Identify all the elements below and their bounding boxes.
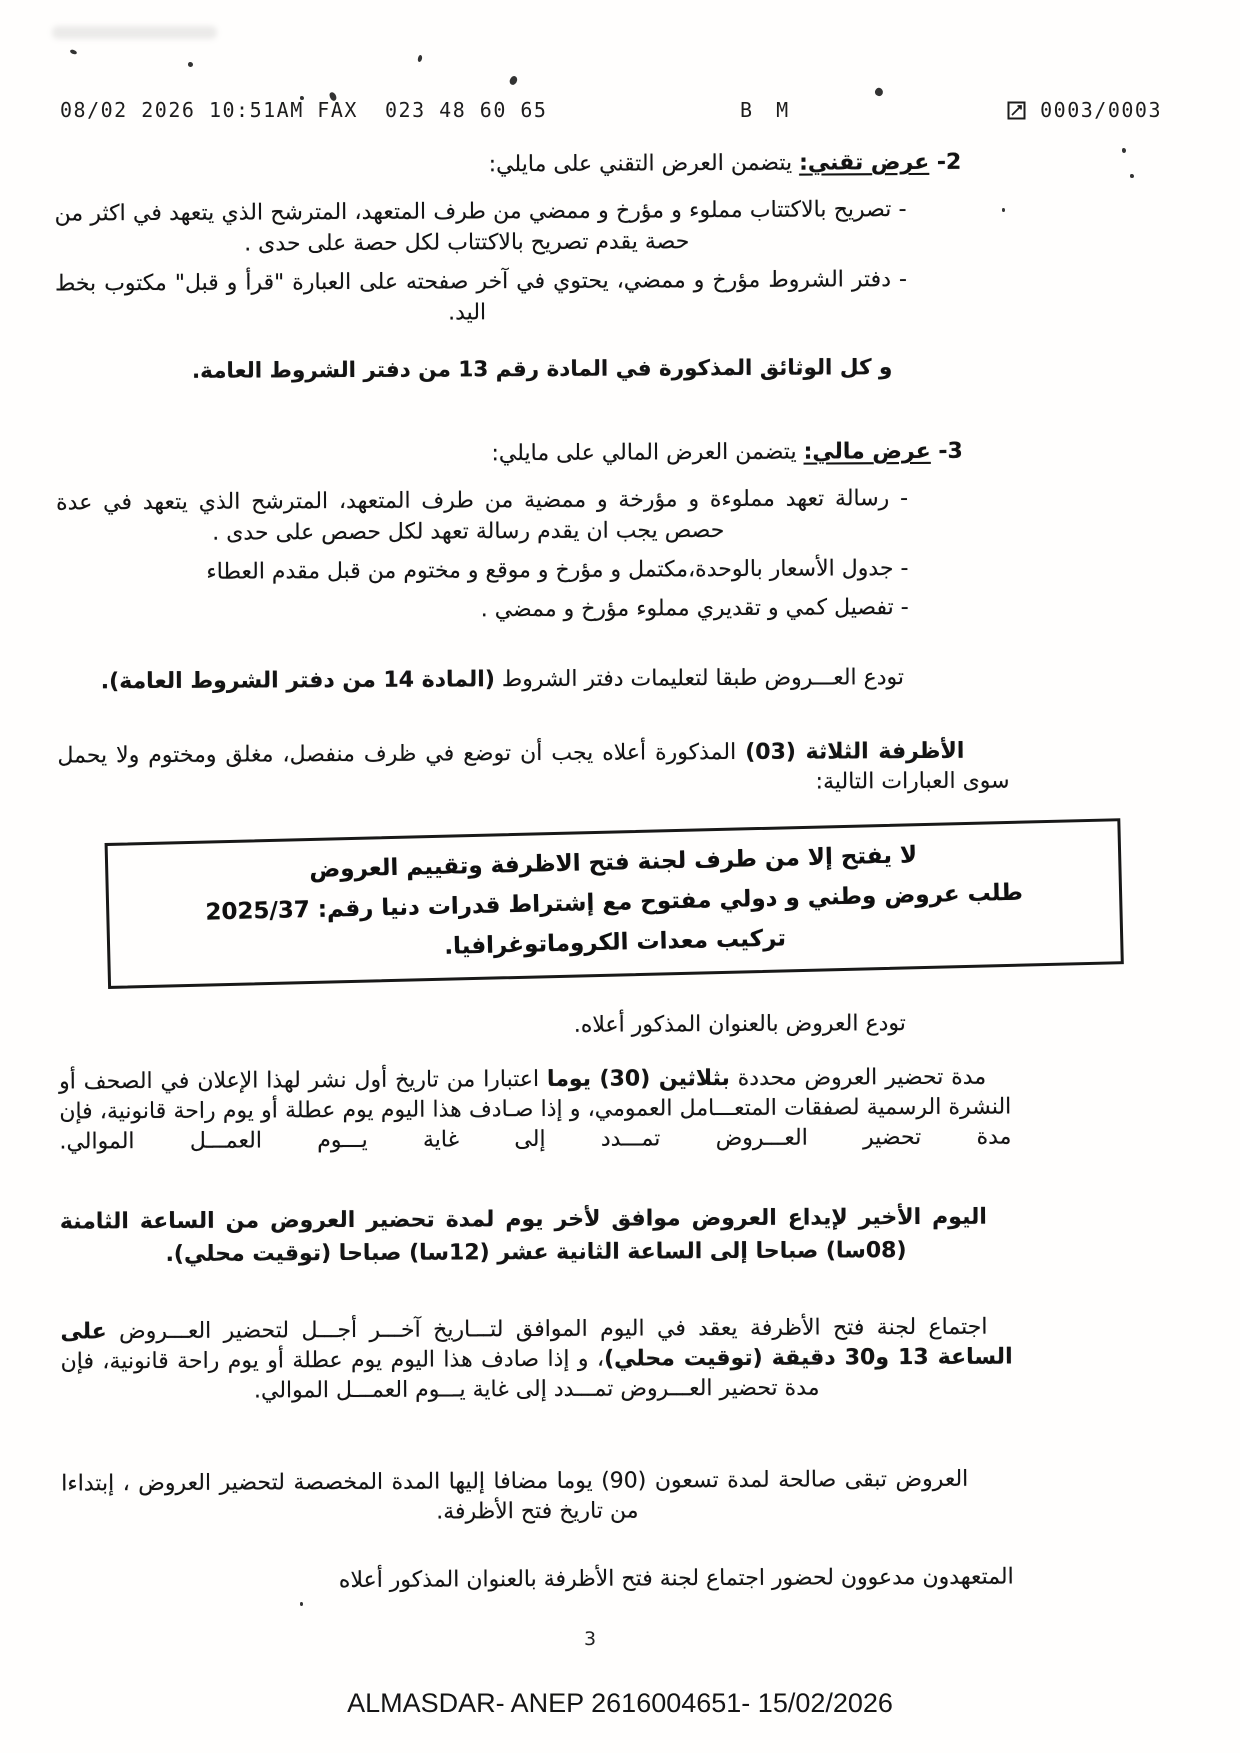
list-item-text: تفصيل كمي و تقديري مملوء مؤرخ و ممضي . <box>480 595 894 623</box>
paragraph-text: المذكورة أعلاه يجب أن توضع في ظرف منفصل، مغلق ومختوم ولا يحمل سوى العبارات التالية: <box>57 739 1010 795</box>
section-financial-heading <box>56 435 963 474</box>
list-item-text: جدول الأسعار بالوحدة،مكتمل و مؤرخ و موقع و مختوم من قبل مقدم العطاء <box>206 556 894 585</box>
section-title: عرض مالي: <box>803 438 931 465</box>
paragraph-bold-text: الأظرفة الثلاثة (03) <box>745 738 965 765</box>
fax-station-id: B M <box>740 98 795 122</box>
notice-line-tender-reference: طلب عروض وطني و دولي مفتوح مع إشتراط قدرات دنيا رقم: 2025/37 <box>205 879 1024 926</box>
list-item <box>57 592 909 627</box>
section-intro: يتضمن العرض المالي على مايلي: <box>491 439 804 467</box>
scan-speckle <box>300 1602 303 1606</box>
list-item <box>56 483 908 549</box>
bullet-dash: - <box>900 486 909 512</box>
section-number: 2- <box>936 149 962 175</box>
paragraph-text: مدة تحضير العروض محددة <box>729 1064 987 1091</box>
paragraph-opening-meeting <box>60 1313 1013 1438</box>
bullet-dash: - <box>898 267 907 293</box>
paragraph-preparation-period <box>59 1063 1012 1188</box>
paragraph-text: اجتماع لجنة فتح الأظرفة يعقد في اليوم الموافق لتـــاريخ آخـــر أجـــل لتحضير العـــروض <box>106 1314 988 1345</box>
scan-speckle <box>188 62 193 67</box>
financial-offer-list <box>56 483 1009 628</box>
list-item <box>56 553 908 588</box>
paragraph-offer-validity: العروض تبقى صالحة لمدة تسعون (90) يوما مضافا إليها المدة المخصصة لتحضير العروض ، إبتداءا من تاريخ فتح الأظرفة. <box>61 1466 969 1525</box>
notice-line-tender-subject: تركيب معدات الكروماتوغرافيا. <box>444 925 787 960</box>
fax-timestamp: 08/02 2026 10:51AM FAX 023 48 60 65 <box>60 98 548 122</box>
section-intro: يتضمن العرض التقني على مايلي: <box>488 150 800 178</box>
paragraph-text: ، و إذا صادف هذا اليوم يوم عطلة أو يوم راحة قانونية، فإن مدة تحضير العـــروض تمـــدد إلى غاية يـــوم العمـــل الموالي. <box>60 1346 820 1404</box>
notice-line-opening-committee: لا يفتح إلا من طرف لجنة فتح الاظرفة وتقييم العروض <box>309 842 918 884</box>
list-item <box>54 194 906 260</box>
scan-smudge <box>52 26 217 39</box>
list-item <box>55 264 907 330</box>
publication-footer: ALMASDAR- ANEP 2616004651- 15/02/2026 <box>347 1688 893 1718</box>
list-item-text: رسالة تعهد مملوءة و مؤرخة و ممضية من طرف المتعهد، المترشح الذي يتعهد في عدة حصص يجب ان يقدم رسالة تعهد لكل حصص على حدى . <box>56 486 890 546</box>
scan-speckle <box>417 55 423 63</box>
list-item-text: دفتر الشروط مؤرخ و ممضي، يحتوي في آخر صفحته على العبارة "قرأ و قبل" مكتوب بخط اليد. <box>54 267 892 326</box>
fax-page-counter: 0003/0003 <box>1040 98 1162 122</box>
paragraph-last-day: اليوم الأخير لإيداع العروض موافق لأخر يوم لمدة تحضير العروض من الساعة الثامنة (08سا) صباحا إلى الساعة الثانية عشر (12سا) صباحا (توقيت محلي). <box>59 1204 987 1267</box>
technical-offer-list <box>54 194 1007 331</box>
scan-speckle <box>1130 174 1134 178</box>
section-title: عرض تقني: <box>799 149 930 176</box>
paragraph-text: تودع العـــروض طبقا لتعليمات دفتر الشروط <box>494 665 905 693</box>
bullet-dash: - <box>900 556 909 582</box>
closing-documents-note: و كل الوثائق المذكورة في المادة رقم 13 من دفتر الشروط العامة. <box>191 355 893 384</box>
paragraph-bold-text: بثلاثين (30) يوما <box>546 1065 730 1092</box>
scan-speckle <box>508 75 519 86</box>
bullet-dash: - <box>898 197 907 223</box>
bullet-dash: - <box>900 595 909 621</box>
document-body <box>54 136 1024 1598</box>
paragraph-deposit-rules <box>57 663 1009 698</box>
fax-page-counter-group <box>1007 98 1162 122</box>
paragraph-bold-text: على الساعة 13 و30 دقيقة (توقيت محلي) <box>60 1319 1013 1372</box>
scan-speckle <box>70 49 78 55</box>
list-item-text: تصريح بالاكتتاب مملوء و مؤرخ و ممضي من طرف المتعهد، المترشح الذي يتعهد في اكثر من حصة يقدم تصريح بالاكتتاب لكل حصة على حدى . <box>54 197 892 257</box>
scan-speckle <box>1122 148 1126 153</box>
fax-header <box>0 98 1240 128</box>
paragraph-envelopes <box>57 737 1009 804</box>
paragraph-submission-address: تودع العروض بالعنوان المذكور أعلاه. <box>573 1011 906 1038</box>
section-technical-heading <box>54 146 961 185</box>
fax-page-icon <box>1007 101 1026 120</box>
paragraph-invitation: المتعهدون مدعوون لحضور اجتماع لجنة فتح الأظرفة بالعنوان المذكور أعلاه <box>338 1564 1014 1594</box>
section-number: 3- <box>938 438 963 464</box>
page-number: 3 <box>583 1628 597 1650</box>
paragraph-bold-text: (المادة 14 من دفتر الشروط العامة). <box>100 667 495 695</box>
paragraph-text: اعتبارا من تاريخ أول نشر لهذا الإعلان في الصحف أو النشرة الرسمية لصفقات المتعـــامل العمومي، و إذا صـادف هذا اليوم يوم عطلة أو يوم راحة قانونية، فإن مدة تحضير العـــروض تمـــدد إلى غاية يـــوم العمـــل الموالي. <box>59 1066 1012 1155</box>
envelope-notice-box <box>105 818 1124 989</box>
scan-speckle <box>873 86 884 97</box>
